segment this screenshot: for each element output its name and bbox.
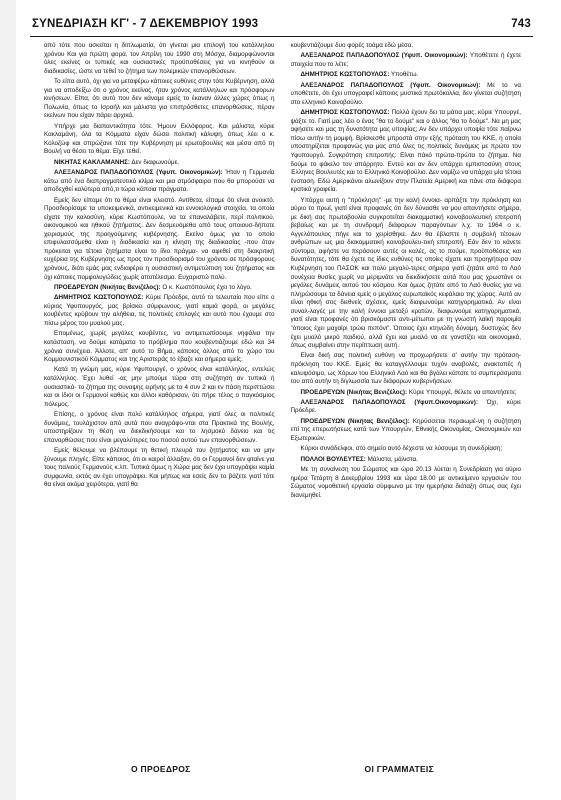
paragraph	[44, 447, 275, 490]
paragraph-text: Επίσης, ο χρόνος είναι πολύ κατάλληλος σήμερα, γιατί όλες οι πολιτικές δυνάμεις, τουλάχιστον από αυτά που αναγράφο-νται στα Πρακτικά της Βουλής, υποστηρίζουν τη θέση να διεκδικήσουμε και το λησμοκό δάνειο και τις επανορθώσεις που είναι μεγαλύτερες του ποσού αυτού των επανορθώσεων.	[44, 411, 275, 444]
paragraph	[291, 52, 522, 69]
speaker-name: ΠΡΟΕΔΡΕΥΩΝ (Νικήτας Βενιζέλος):	[300, 388, 408, 396]
paragraph	[291, 42, 522, 51]
paragraph	[44, 294, 275, 328]
paragraph-text: Εμείς θέλουμε να βλέπουμε τη θετική πλευρά του ζητήματος και να μην ξύνουμε πληγές. Είπε κάποιος, ότι οι καιροί άλλαξαν, ότι οι Γερμανοί δεν φταίνε για τους παλιούς Γερμανούς κ.λπ. Τυπικά όμως η Χώρα μας δεν έχει υπογράψει καμία συμφωνία, εκτός αν έχει υπογράψει. Και μήπως και εσείς δεν το βάζετε γιατί τότε θα είναι ακόμα χειρότερα, γιατί θα	[44, 447, 275, 489]
paragraph-text: Υπάρχει αυτή η "πρόκληση" -με την καλή έννοια- αρπάξτε την πρόκληση και αύριο το πρωί, γιατί είναι προφανές ότι δεν δύνασθε να μου απαντήσετε σήμερα, με δική σας πρωτοβουλία συγκροτείται διακομματική κοινοβουλευτική επιτροπή βεβαίως και με τη συνδρομή διάφορων παραγόντων λ.χ. το 1964 ο κ. Αγγελόπουλος πήγε και το χειρίσθηκε. Δεν θα έβλαπτε η συμβολή τέτοιων ανθρώπων ως μια διακομματική κοινοβουλευ-τική επιτροπή. Εάν δεν το κάνετε σύντομα, αφήστε να περάσουν αυτές οι καλές, ας το πούμε, προϋποθέσεις και δυνατότητες, τότε θα έχετε τις ίδιες ευθύνες τις οποίες είχατε και προηγήτερα σαν Κυβέρνηση του ΠΑΣΟΚ και πολύ μεγαλύ-τερες σήμερα γιατί ζητάτε από το Λαό συνέχεια θυσίες χωρίς να μεριμνάτε να διεκδικήσετε αυτά που μας χρωστάνε οι μεγάλες δυνάμεις αυτού του κόσμου. Και όμως ζητάτε από το Λαό θυσίες για να πληρώσουμε τα δάνεια εμείς ο μεγάλος ευρωπαϊκός κεφάλαιο της χώρας. Αυτό αν είναι ηθική στις διεθνείς σχέσεις, εμείς διαφωνούμε κατηγορηματικά. Αν είναι συναλ-λαγές με την καλή έννοια μεταξύ κρατών, διαφωνούμε κατηγορηματικά, γιατί είναι προφανές ότι βρισκόμαστε αντι-μέτωποι με τη γνωστή λαϊκή παροιμία "όποιος έχει μαχαίρι τρώει πεπόνι". Όποιος έχει κτηνώδη δύναμη, δυστυχώς δεν έχει μυαλό μικρό παιδιού, αλλά έχει και μυαλό να σε γονατίζει και οικονομικά, όπως συμβαίνει στην περίπτωση αυτή.	[290, 196, 521, 350]
paragraph	[44, 159, 275, 168]
paragraph-text: Όχι, κύριε Πρόεδρε.	[290, 398, 521, 415]
speaker-name: ΔΗΜΗΤΡΙΟΣ ΚΩΣΤΟΠΟΥΛΟΣ:	[300, 109, 390, 117]
paragraph-text: Πολλά έχουν δει τα μάτια μας, κύριε Υπουργέ, ψάξτε το. Γιατί μας λέει ο ένας "θα το δούμε" και ο άλλος "θα το δούμε". Να μη μας αφήσετε και μας τη δυνατότητα μας υποψίας; Αν δεν υπάρχει υποψία τότε παίρνω πίσω αυτήν τη μομφή. Βρίσκεσθε μπροστά στην εξής πρόταση του ΚΚΕ, η οποία υποστηρίζεται προφανώς για μας από όλες τις πολιτικές δυνάμεις με πρώτο τον Υφυπουργό. Συγκρότηση επιτροπής: Είναι πάκό πρώτα-πρώτα το ζήτημα. Να δούμε το φάκελο τον απόρρητο. Εντεύ και αν δεν υπάρχει εμπιστοσύνη στους Έλληνες Βουλευτές και το Ελληνικό Κοινοβούλιο. Δεν νομίζω να υπάρχει μία τέτοια ένσταση. Εδώ Αμερικάνοι αλωνίζουν στην Πλατεία Αμερική και πάνε στα διάφορα κρατικά γραφεία.	[290, 109, 521, 194]
paragraph-text: Με τη συναίνεση του Σώματος και ώρα 20.13 λύεται η Συνεδρίαση για αύριο ημέρα Τετάρτη 8 Δεκεμβρίου 1993 και ώρα 18.00 με αντικείμενο εργασιών του Σώματος νομοθετική εργασία σύμφωνα με την ημερήσια διάταξη όπως σας έχει διανεμηθεί.	[290, 466, 521, 499]
paragraph	[291, 418, 522, 444]
paragraph-text: Κύριοι συνάδελφοι, στο σημείο αυτό δέχεστε να λύσουμε τη συνεδρίαση;	[300, 445, 503, 453]
president-label: Ο ΠΡΟΕΔΡΟΣ	[130, 764, 191, 774]
paragraph-text: Ήταν η Γερμανία κάτω από ένα διαπραγματευτικό κλίμα και μια ατμόσφαιρα που θα μπορούσε να αποδεχθεί καλύτερα από,τι τώρα κάποια πράγματα.	[44, 169, 275, 194]
paragraph-text: Επομένως, χωρίς μεγάλες κουβέντες, να αντιμετωπίσουμε νηφάλια την κατάσταση, να δούμε κατάματα το πρόβλημα που κουβεντιάζουμε εδώ και 34 χρόνια συνέχεια. Άλλοτε, απ' αυτό το Βήμα, κάποιος άλλος από το χώρο του Κομμουνιστικού Κόμματος και της Αριστεράς το έβαζε και σήμερα εμείς.	[44, 330, 275, 364]
left-column	[44, 42, 275, 750]
paragraph-text: Εμείς δεν είπαμε ότι το θέμα είναι κλειστό. Αντίθετα, είπαμε ότι είναι ανοικτό. Προσδιορίσαμε τα υποκειμενικά, αντικειμενικά και εννοιολογικά στοιχεία, τα οποία είχατε την καλοσύνη, κύριε Κωστόπουλε, να τα επαναλάβετε, περί πολιτικού, οικονομικού και ηθικού ζητήματος. Δεν δεσμευόμεθα από τους οποιουσ-δήποτε χειρισμούς της προηγούμενης κυβέρνησης. Εκείνο όμως για το οποίο επιφυλασσόμεθα είναι η διαδικασία και η κίνηση της διαδικασίας -που όταν πρόκειται για τέτοια ζητήματα είναι το ίδιο πράγμα- να αφεθεί στη διακριτική ευχέρεια της Κυβέρνησης ως προς τον προσδιορισμό του χρόνου σε πρόσφορους χρόνους, διότι εμάς μας ενδιαφέρει η ουσιαστική αντιμετώπιση του ζητήματος και όχι κάποιες πομφολυγώδεις χωρίς αποτέλεσμα. Ευχαριστώ πολύ.	[44, 196, 275, 281]
paragraph	[291, 445, 522, 454]
scan-edge-shadow	[0, 0, 16, 800]
signature-footer	[44, 764, 521, 778]
paragraph-text: Υπήρχε μια διαπαντικότητα τότε. Ήμουν Εκλόφορος. Και μάλιστα, κύριε Κακλαμάνη, όλα τα Κόμματα είχαν δώσει πολιτική κάλυψη, όπως λέει ο κ. Κολοζώφ και σπρώξανε τότε την Κυβέρνηση με ερωτοβουλίες και μέσα από τη Βουλή να θέσει το θέμα. Είχε τεθεί.	[44, 122, 275, 156]
paragraph	[44, 123, 275, 157]
speaker-name: ΔΗΜΗΤΡΙΟΣ ΚΩΣΤΟΠΟΥΛΟΣ:	[54, 294, 144, 302]
paragraph-text: Μάλιστα, μάλιστα.	[367, 455, 418, 463]
speaker-name: ΑΛΕΞΑΝΔΡΟΣ ΠΑΠΑΔΟΠΟΥΛΟΣ (Υφυπ. Οικονομικών):	[300, 52, 468, 60]
paragraph	[291, 456, 522, 465]
speaker-name: ΑΛΕΞΑΝΔΡΟΣ ΠΑΠΑΔΟΠΟΥΛΟΣ (Υφυπ. Οικονομικών):	[54, 169, 223, 177]
text-columns	[44, 42, 521, 750]
paragraph	[291, 399, 522, 416]
header-rule	[30, 36, 533, 37]
page-number: 743	[511, 18, 531, 30]
paragraph	[44, 330, 275, 364]
paragraph	[44, 42, 275, 76]
speaker-name: ΑΛΕΞΑΝΔΡΟΣ ΠΑΠΑΔΟΠΟΥΛΟΣ (Υφυπ. Οικονομικών):	[300, 81, 481, 89]
paragraph	[44, 284, 275, 293]
paragraph	[291, 197, 522, 351]
paragraph-text: Κηρύσσεται περαιωμέ-νη η συζήτηση επί της επερωτήσεως κατά των Υπουργών, Εθνικής Οικονομίας, Οικονομικών και Εξωτερικών.	[290, 417, 521, 442]
paragraph-text: Δεν διαφωνούμε.	[131, 158, 180, 166]
paragraph-text: Υποθέτω.	[390, 71, 419, 79]
paragraph-text: από τότε που ασκείται η διπλωματία, ότι γίνεται μια επιλογή του κατάλληλου χρόνου Και για πρώτη φορά, τον Απρίλη του 1990 στη Μόσχα, διαμορφώνονται όλες εκείνες οι τυπικές και ουσιαστικές προϋποθέσεις για να κινηθούν οι διαδικασίες, ώστε να τεθεί το ζήτημα των πολεμικών επανορθώσεων.	[44, 42, 275, 75]
paragraph	[44, 411, 275, 445]
right-column	[291, 42, 522, 750]
speaker-name: ΠΡΟΕΔΡΕΥΩΝ (Νικήτας Βενιζέλος):	[54, 283, 161, 291]
paragraph	[44, 197, 275, 283]
paragraph	[291, 71, 522, 80]
speaker-name: ΝΙΚΗΤΑΣ ΚΑΚΛΑΜΑΝΗΣ:	[54, 158, 130, 166]
page-header	[32, 12, 531, 36]
speaker-name: ΠΡΟΕΔΡΕΥΩΝ (Νικήτας Βενιζέλος):	[300, 417, 410, 425]
paragraph-text: Κατά τη γνώμη μας, κύριε Υφυπουργέ, ο χρόνος είναι κατάλληλος, εντελώς κατάλληλος. Έχει λυθεί -ας μην μπούμε τώρα στη συζήτηση αν τυπικά ή ουσιαστικά- το ζήτημα της συναψης ειρήνης με τα 4 συν 2 και εν πάση περιπτώσει και οι ίδιοι οι Γερμανοί καθώς και άλλοι καθόρισαν, ότι πήρε τέλος ο παγκόσμιος πόλεμος.	[44, 366, 275, 408]
paragraph-text: Κύριε Υπουργέ, θέλετε να απαντήσετε;	[408, 388, 517, 396]
paragraph-text: Ο κ. Κωστόπουλος έχει το λόγο.	[162, 283, 252, 291]
paragraph-text: Το είπα αυτό, όχι για να μεταφέρω κάποιες ευθύνες στην τότε Κυβέρνηση, αλλά για να αποδείξω ότι ο χρόνος εκείνος, ήταν χρόνος κατάλληλων και πρόσφορων κινήσεων. Είπα, ότι αυτό που δεν κάναμε εμείς το έκαναν άλλες χώρες όπως η Πολωνία, όπως το Ισραήλ και μάλιστα για επιπρόσθετες επανορθώσεις, πέραν εκείνων που είχαν πάρει αρχικά.	[44, 78, 275, 120]
paragraph	[291, 389, 522, 398]
paragraph	[291, 352, 522, 386]
paragraph	[44, 366, 275, 409]
secretaries-label: ΟΙ ΓΡΑΜΜΑΤΕΙΣ	[364, 764, 434, 774]
paragraph-text: Υποθέτετε ή έχετε στοιχεία που το λέτε;	[290, 52, 521, 68]
paragraph	[44, 169, 275, 195]
paragraph-text: Με το να υποθέτετε, ότι έχει υπογραφεί κάποιος μυστικά πρωτόκολλα, δεν γίνεται συζήτηση στο ελληνικό Κοινοβούλιο.	[290, 81, 521, 106]
speaker-name: ΠΟΛΛΟΙ ΒΟΥΛΕΥΤΕΣ:	[300, 455, 366, 463]
paragraph-text: Είναι δική σας πολιτική ευθύνη να προχωρήσετε σ' αυτήν την πρόταση-πρόκληση του ΚΚΕ. Εμείς θα καταγγέλλουμε τυχόν αναβολές, ανακτοπές ή καλυψόσιμο, ως Χόρων του Ελληνικό Λαό και θα βγάλει κάποτε το συμπεράσματα του από αυτήν τη διγλωσσία των διάφορων κυβερνήσεων.	[290, 352, 521, 386]
paragraph-text: Κύριε Πρόεδρε, αυτό το τελευταίο που είπε ο κύριος Υφυπουργός, μας βρίσκει σύμφωνους, γιατί καμιά φορά, οι μεγάλες κουβέντες κρύβουν την αλήθεια, τις πολιτικές επιλογές και αυτό που έχουμε στο πίσω μέρος του μυαλού μας.	[44, 294, 275, 328]
paragraph	[44, 78, 275, 121]
session-title: ΣΥΝΕΔΡΙΑΣΗ ΚΓ' - 7 ΔΕΚΕΜΒΡΙΟΥ 1993	[32, 18, 259, 30]
paragraph	[291, 466, 522, 500]
speaker-name: ΔΗΜΗΤΡΙΟΣ ΚΩΣΤΟΠΟΥΛΟΣ:	[300, 71, 390, 79]
paragraph-text: κουβεντιάζουμε δυο φορές τοάμα εδώ μέσα.	[290, 42, 414, 49]
paragraph	[291, 109, 522, 195]
speaker-name: ΑΛΕΞΑΝΔΡΟΣ ΠΑΠΑΔΟΠΟΥΛΟΣ (Υφυπ.Οικονομικών):	[300, 398, 478, 406]
paragraph	[291, 82, 522, 108]
